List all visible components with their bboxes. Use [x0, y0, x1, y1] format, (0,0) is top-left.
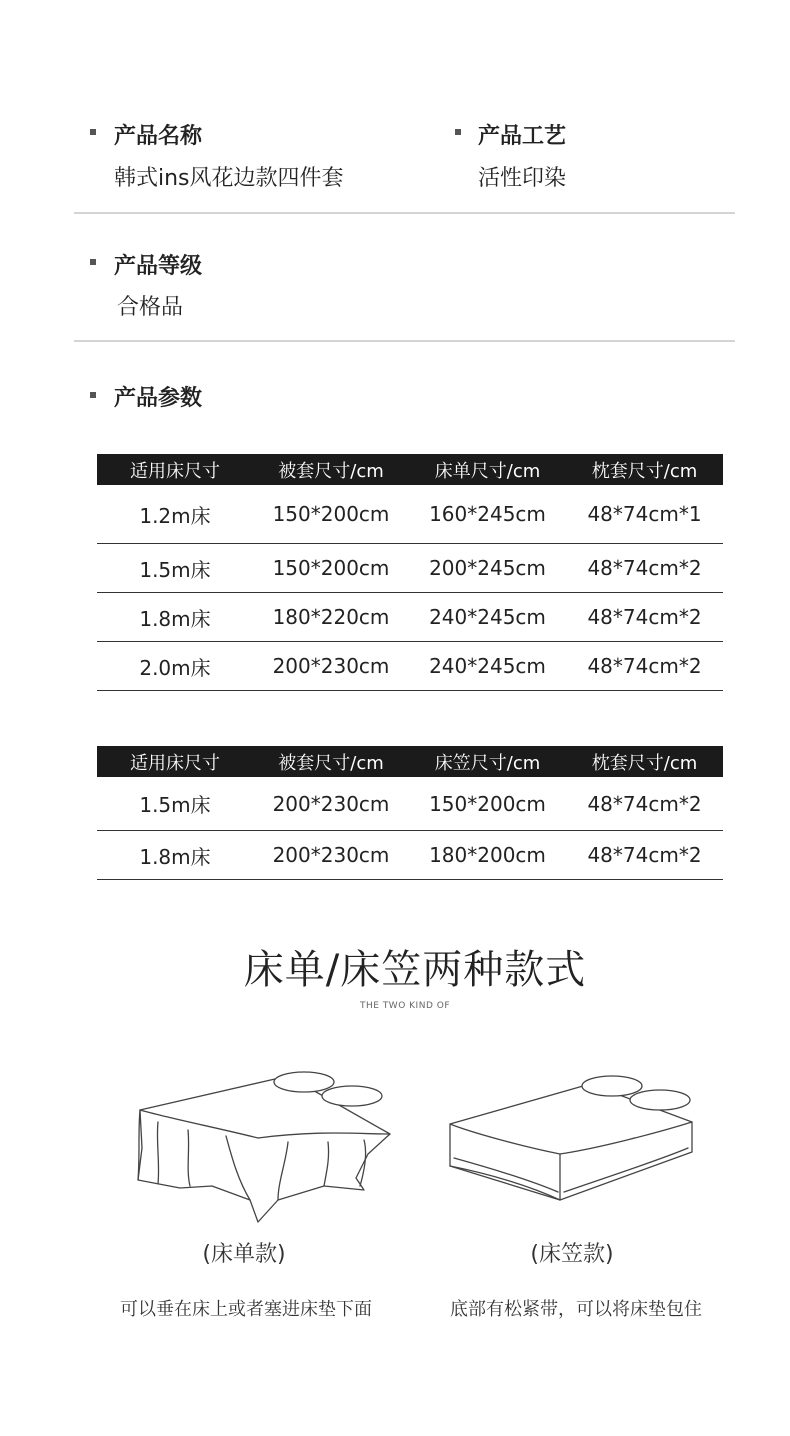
- bullet-icon: [90, 129, 96, 135]
- table-cell: 48*74cm*2: [587, 791, 702, 816]
- table-cell: 1.5m床: [139, 793, 211, 817]
- table-cell: 150*200cm: [272, 556, 390, 580]
- table-cell: 48*74cm*2: [587, 556, 702, 580]
- fitted-style-description: 底部有松紧带，可以将床垫包住: [450, 1299, 702, 1320]
- table-row: [97, 544, 723, 593]
- table-row: [97, 593, 723, 642]
- header-cell: 枕套尺寸/cm: [591, 752, 698, 774]
- bullet-icon: [90, 259, 96, 265]
- table-cell: 180*220cm: [272, 605, 390, 629]
- table-cell: 240*245cm: [429, 605, 546, 629]
- table-cell: 160*245cm: [429, 502, 546, 526]
- styles-subtitle: THE TWO KIND OF: [360, 1001, 450, 1011]
- fitted-sheet-bed-illustration: [440, 1068, 702, 1208]
- bullet-icon: [455, 129, 461, 135]
- table-cell: 1.2m床: [139, 503, 211, 528]
- table-cell: 200*230cm: [272, 791, 390, 816]
- header-cell: 被套尺寸/cm: [278, 460, 384, 482]
- table-cell: 48*74cm*1: [587, 502, 702, 526]
- flat-sheet-bed-illustration: [128, 1062, 400, 1226]
- table-cell: 48*74cm*2: [587, 605, 702, 629]
- product-params-label: 产品参数: [114, 386, 203, 411]
- table-cell: 150*200cm: [429, 791, 546, 816]
- styles-title: 床单/床笠两种款式: [243, 947, 587, 993]
- table-row: [97, 831, 723, 880]
- table-cell: 240*245cm: [429, 654, 546, 678]
- table-cell: 48*74cm*2: [587, 654, 702, 678]
- table-cell: 150*200cm: [272, 502, 390, 526]
- product-craft-label: 产品工艺: [478, 124, 567, 149]
- header-cell: 被套尺寸/cm: [278, 752, 384, 774]
- fitted-style-label: (床笠款): [530, 1242, 614, 1267]
- table-row: [97, 777, 723, 831]
- table-cell: 1.8m床: [139, 844, 211, 869]
- sheet-style-label: (床单款): [202, 1242, 286, 1267]
- sheet-style-description: 可以垂在床上或者塞进床垫下面: [120, 1299, 372, 1320]
- header-cell: 床单尺寸/cm: [434, 460, 541, 482]
- table-cell: 1.5m床: [139, 557, 211, 582]
- table-cell: 2.0m床: [139, 655, 211, 680]
- header-cell: 适用床尺寸: [130, 460, 220, 482]
- table-cell: 200*245cm: [429, 556, 546, 580]
- divider: [74, 212, 735, 214]
- size-table-fitted: [97, 746, 723, 880]
- table-cell: 200*230cm: [272, 654, 390, 678]
- table-cell: 1.8m床: [139, 606, 211, 631]
- product-name-value: 韩式ins风花边款四件套: [114, 166, 344, 191]
- table-header: [97, 746, 723, 777]
- product-craft-value: 活性印染: [478, 166, 567, 191]
- product-grade-value: 合格品: [117, 295, 184, 320]
- table-header: [97, 454, 723, 485]
- product-name-label: 产品名称: [114, 124, 203, 149]
- header-cell: 枕套尺寸/cm: [591, 460, 698, 482]
- size-table-sheet: [97, 454, 723, 691]
- table-row: [97, 642, 723, 691]
- table-cell: 48*74cm*2: [587, 843, 702, 867]
- header-cell: 适用床尺寸: [130, 752, 220, 774]
- table-cell: 200*230cm: [272, 843, 390, 867]
- header-cell: 床笠尺寸/cm: [434, 752, 541, 774]
- divider: [74, 340, 735, 342]
- table-cell: 180*200cm: [429, 843, 546, 867]
- table-row: [97, 485, 723, 544]
- bullet-icon: [90, 392, 96, 398]
- product-grade-label: 产品等级: [114, 254, 203, 279]
